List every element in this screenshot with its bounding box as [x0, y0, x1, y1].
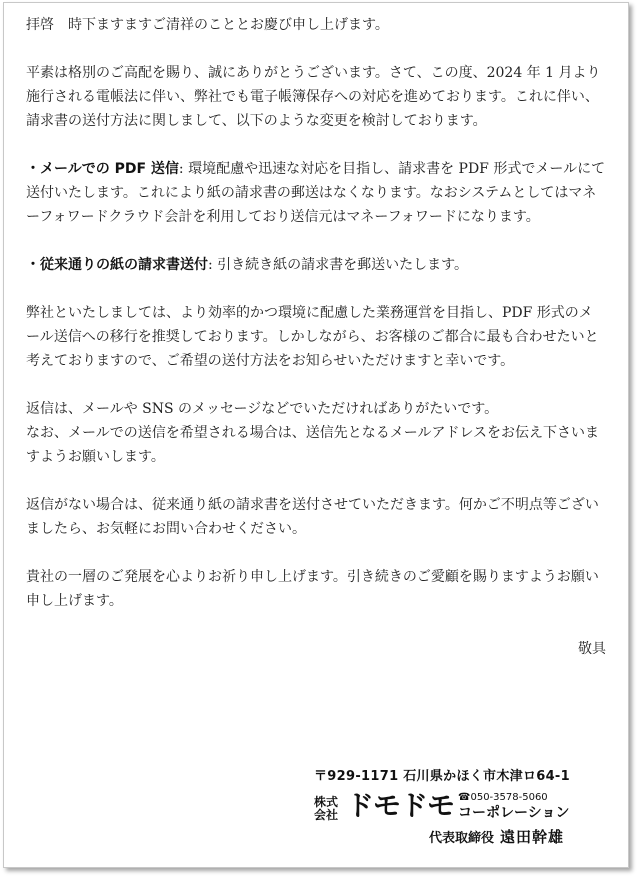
wishes-paragraph: 貴社の一層のご発展を心よりお祈り申し上げます。引き続きのご愛顧を賜りますようお願い申し上げます。 [26, 569, 599, 609]
company-name-right [458, 792, 569, 822]
option-paper-text: : 引き続き紙の請求書を郵送いたします。 [208, 257, 469, 273]
company-prefix: 株式会社 [314, 795, 339, 822]
representative-name: 遠田幹雄 [499, 828, 564, 846]
letter-body [26, 13, 606, 685]
company-main-name: ドモドモ [346, 789, 455, 822]
company-suffix: コーポレーション [458, 805, 570, 821]
signature-block [314, 765, 594, 847]
no-reply-paragraph: 返信がない場合は、従来通り紙の請求書を送付させていただきます。何かご不明点等ございましたら、お気軽にお問い合わせください。 [26, 497, 599, 537]
option-pdf-text: : 環境配慮や迅速な対応を目指し、請求書を PDF 形式でメールにて送付いたします。これにより紙の請求書の郵送はなくなります。なおシステムとしてはマネーフォワードクラウド会計を利用しており送信元はマネーフォワードになります。 [26, 161, 606, 225]
company-address: 〒929-1171 石川県かほく市木津ロ64-1 [314, 769, 570, 784]
option-paper-label: ・従来通りの紙の請求書送付 [26, 257, 208, 273]
reply-line-1: 返信は、メールや SNS のメッセージなどでいただければありがたいです。 [26, 401, 499, 417]
option-paper [26, 253, 606, 277]
letter-page [3, 2, 629, 868]
recommendation-paragraph: 弊社といたしましては、より効率的かつ環境に配慮した業務運営を目指し、PDF 形式のメール送信への移行を推奨しております。しかしながら、お客様のご都合に最も合わせたいと考えておりますので、ご希望の送付方法をお知らせいただけますと幸いです。 [26, 305, 599, 369]
representative-title: 代表取締役 [428, 831, 494, 846]
company-phone: ☎050-3578-5060 [458, 792, 548, 803]
company-logo [314, 786, 594, 822]
representative [314, 826, 594, 847]
reply-paragraph [26, 397, 606, 469]
option-pdf [26, 157, 606, 229]
closing: 敬具 [578, 641, 606, 657]
option-pdf-label: ・メールでの PDF 送信 [26, 161, 179, 177]
greeting: 拝啓 時下ますますご清祥のこととお慶び申し上げます。 [26, 17, 389, 33]
intro-paragraph: 平素は格別のご高配を賜り、誠にありがとうございます。さて、この度、2024 年 1 月より施行される電帳法に伴い、弊社でも電子帳簿保存への対応を進めております。これに伴い、請求書の送付方法に関しまして、以下のような変更を検討しております。 [26, 65, 601, 129]
reply-line-2: なお、メールでの送信を希望される場合は、送信先となるメールアドレスをお伝え下さいますようお願いします。 [26, 425, 600, 465]
